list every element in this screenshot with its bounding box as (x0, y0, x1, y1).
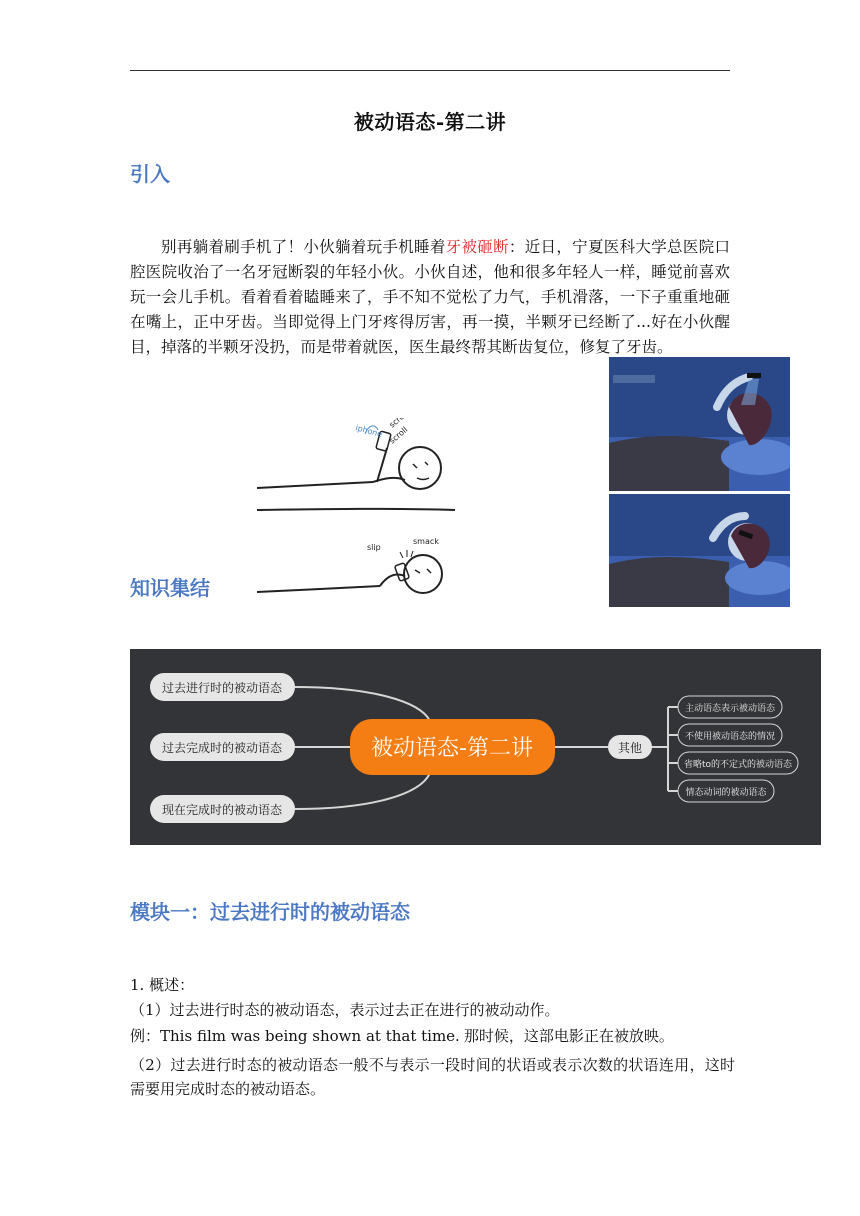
overview-point-1: （1）过去进行时态的被动语态，表示过去正在进行的被动动作。 (130, 1001, 560, 1019)
example-label: 例： (130, 1027, 161, 1045)
svg-text:被动语态-第二讲: 被动语态-第二讲 (371, 736, 533, 761)
svg-text:过去完成时的被动语态: 过去完成时的被动语态 (161, 741, 283, 755)
page-title: 被动语态-第二讲 (353, 110, 507, 134)
intro-text-before: 别再躺着刷手机了！小伙躺着玩手机睡着 (161, 238, 446, 256)
intro-text-after: ：近日，宁夏医科大学总医院口腔医院收治了一名牙冠断裂的年轻小伙。小伙自述，他和很多年轻人一样，睡觉前喜欢玩一会儿手机。看着看着瞌睡来了，手不知不觉松了力气，手机滑落，一下子重重地砸在嘴上，正中牙齿。当即觉得上门牙疼得厉害，再一摸，半颗牙已经断了...好在小伙醒目，掉落的半颗牙没扔，而是带着就医，医生最终帮其断齿复位，修复了牙齿。 (130, 238, 730, 356)
overview-point-2: （2）过去进行时态的被动语态一般不与表示一段时间的状语或表示次数的状语连用，这时需要用完成时态的被动语态。 (130, 1056, 735, 1098)
section-heading-knowledge: 知识集结 (130, 576, 210, 600)
svg-text:slip: slip (367, 543, 381, 552)
mind-map (130, 649, 821, 845)
svg-text:scroll: scroll (387, 425, 410, 446)
comic-panel-bottom (609, 494, 790, 607)
svg-text:scroll: scroll (387, 418, 410, 430)
section-heading-module1: 模块一：过去进行时的被动语态 (130, 900, 410, 924)
intro-highlight: 牙被砸断 (445, 238, 509, 256)
svg-text:不使用被动语态的情况: 不使用被动语态的情况 (684, 732, 776, 742)
svg-text:省略to的不定式的被动语态: 省略to的不定式的被动语态 (683, 760, 793, 770)
overview-item: 1. 概述： (130, 976, 195, 994)
header-rule (130, 70, 730, 71)
comic-panel-top (609, 357, 790, 491)
doodle-illustration-top (255, 418, 460, 518)
example-english: This film was being shown at that time. (160, 1027, 460, 1045)
doodle-illustration-bottom (255, 536, 460, 596)
example-sentence (130, 1024, 735, 1048)
example-chinese: 那时候，这部电影正在被放映。 (463, 1027, 674, 1045)
section-heading-intro: 引入 (130, 162, 170, 186)
svg-text:过去进行时的被动语态: 过去进行时的被动语态 (161, 681, 283, 695)
svg-text:主动语态表示被动语态: 主动语态表示被动语态 (684, 704, 776, 714)
svg-text:情态动词的被动语态: 情态动词的被动语态 (685, 788, 767, 798)
svg-text:iphone: iphone (354, 423, 384, 439)
svg-text:现在完成时的被动语态: 现在完成时的被动语态 (161, 803, 283, 817)
svg-text:其他: 其他 (617, 741, 643, 755)
svg-text:smack: smack (413, 537, 439, 546)
intro-paragraph (130, 235, 730, 360)
